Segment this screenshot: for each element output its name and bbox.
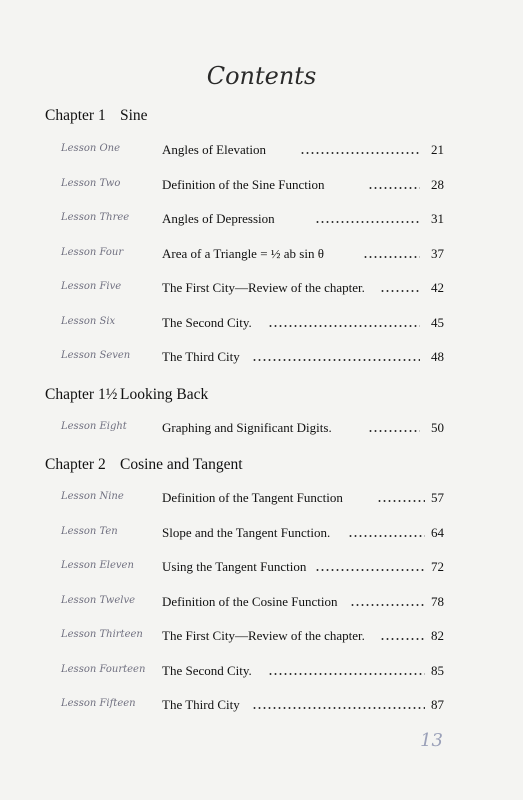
lesson-row	[0, 140, 523, 160]
lesson-title: Definition of the Sine Function	[162, 177, 325, 192]
lesson-tag: Lesson One	[61, 143, 121, 154]
dot-leader	[300, 152, 420, 154]
lesson-page: 72	[431, 559, 444, 574]
lesson-title: The Third City	[162, 349, 240, 364]
lesson-page: 45	[431, 315, 444, 330]
lesson-row	[0, 488, 523, 508]
lesson-title: Angles of Depression	[162, 211, 275, 226]
lesson-row	[0, 209, 523, 229]
lesson-title: The Second City.	[162, 663, 252, 678]
lesson-row	[0, 661, 523, 681]
lesson-page: 28	[431, 177, 444, 192]
dot-leader	[348, 535, 425, 537]
chapter-heading	[45, 456, 243, 474]
lesson-row	[0, 175, 523, 195]
dot-leader	[380, 290, 420, 292]
lesson-page: 87	[431, 697, 444, 712]
dot-leader	[380, 638, 425, 640]
lesson-page: 85	[431, 663, 444, 678]
lesson-title: The Third City	[162, 697, 240, 712]
lesson-row	[0, 695, 523, 715]
lesson-tag: Lesson Seven	[61, 350, 131, 361]
lesson-page: 57	[431, 490, 444, 505]
lesson-title: Graphing and Significant Digits.	[162, 420, 332, 435]
lesson-title: Angles of Elevation	[162, 142, 266, 157]
dot-leader	[252, 707, 425, 709]
lesson-row	[0, 278, 523, 298]
chapter-name: Cosine and Tangent	[120, 456, 243, 473]
chapter-number: Chapter 2	[45, 456, 106, 473]
lesson-tag: Lesson Eight	[61, 421, 127, 432]
lesson-tag: Lesson Thirteen	[61, 629, 143, 640]
lesson-title: Area of a Triangle = ½ ab sin θ	[162, 246, 324, 261]
lesson-row	[0, 418, 523, 438]
lesson-tag: Lesson Five	[61, 281, 122, 292]
lesson-tag: Lesson Six	[61, 316, 116, 327]
lesson-title: Definition of the Cosine Function	[162, 594, 338, 609]
chapter-heading	[45, 107, 148, 125]
dot-leader	[368, 187, 420, 189]
lesson-tag: Lesson Eleven	[61, 560, 134, 571]
dot-leader	[363, 256, 420, 258]
lesson-title: Definition of the Tangent Function	[162, 490, 343, 505]
lesson-tag: Lesson Fourteen	[61, 664, 146, 675]
lesson-page: 82	[431, 628, 444, 643]
page-title: Contents	[206, 62, 317, 90]
chapter-name: Looking Back	[120, 386, 209, 403]
lesson-title: Using the Tangent Function	[162, 559, 307, 574]
lesson-page: 37	[431, 246, 444, 261]
lesson-tag: Lesson Fifteen	[61, 698, 136, 709]
lesson-page: 48	[431, 349, 444, 364]
dot-leader	[268, 325, 420, 327]
dot-leader	[377, 500, 425, 502]
lesson-page: 42	[431, 280, 444, 295]
lesson-row	[0, 626, 523, 646]
lesson-tag: Lesson Three	[61, 212, 130, 223]
lesson-row	[0, 523, 523, 543]
lesson-page: 78	[431, 594, 444, 609]
lesson-tag: Lesson Four	[61, 247, 124, 258]
chapter-name: Sine	[120, 107, 148, 124]
lesson-page: 31	[431, 211, 444, 226]
lesson-tag: Lesson Two	[61, 178, 121, 189]
lesson-tag: Lesson Twelve	[61, 595, 136, 606]
lesson-row	[0, 592, 523, 612]
chapter-number: Chapter 1½	[45, 386, 118, 403]
dot-leader	[268, 673, 425, 675]
page-folio: 13	[420, 730, 443, 751]
dot-leader	[252, 359, 420, 361]
chapter-heading	[45, 386, 209, 404]
lesson-tag: Lesson Nine	[61, 491, 124, 502]
lesson-page: 21	[431, 142, 444, 157]
lesson-title: The First City—Review of the chapter.	[162, 280, 365, 295]
lesson-row	[0, 313, 523, 333]
dot-leader	[315, 569, 425, 571]
lesson-row	[0, 557, 523, 577]
lesson-title: Slope and the Tangent Function.	[162, 525, 331, 540]
lesson-row	[0, 244, 523, 264]
dot-leader	[368, 430, 420, 432]
lesson-tag: Lesson Ten	[61, 526, 118, 537]
lesson-page: 64	[431, 525, 444, 540]
lesson-title: The Second City.	[162, 315, 252, 330]
chapter-number: Chapter 1	[45, 107, 106, 124]
dot-leader	[315, 221, 420, 223]
lesson-title: The First City—Review of the chapter.	[162, 628, 365, 643]
lesson-page: 50	[431, 420, 444, 435]
lesson-row	[0, 347, 523, 367]
dot-leader	[350, 604, 425, 606]
